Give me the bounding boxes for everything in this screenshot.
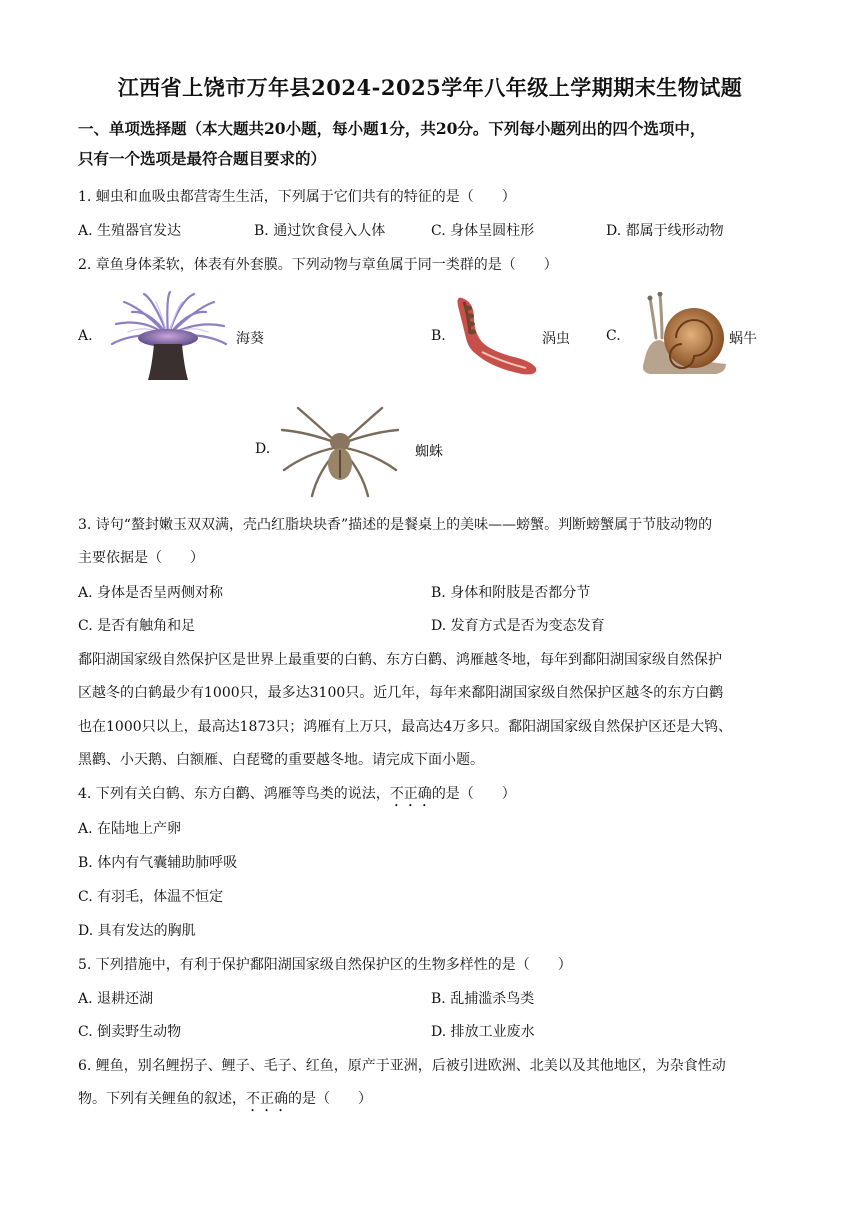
question-6-stem-line2 [78,1088,372,1115]
question-2-caption-c: 蜗牛 [729,331,757,347]
question-1-option-c: C. 身体呈圆柱形 [431,223,535,239]
section-heading-line1: 一、单项选择题（本大题共20小题，每小题1分，共20分。下列每小题列出的四个选项中， [78,119,706,138]
question-2-caption-b: 涡虫 [542,331,570,347]
question-2-option-a-letter: A. [78,328,93,344]
question-1-option-d: D. 都属于线形动物 [606,223,724,239]
question-2-stem: 2. 章鱼身体柔软，体表有外套膜。下列动物与章鱼属于同一类群的是（ ） [78,257,558,273]
question-4-stem-post: 的是（ ） [431,786,516,802]
exam-title: 江西省上饶市万年县2024-2025学年八年级上学期期末生物试题 [117,75,743,100]
question-6-stem-pre: 物。下列有关鲤鱼的叙述， [78,1091,246,1107]
question-4-stem-emphasis: 不正确 [389,786,432,802]
question-5-option-d: D. 排放工业废水 [431,1024,535,1040]
question-1-option-a: A. 生殖器官发达 [78,223,182,239]
question-2-option-c-letter: C. [606,328,621,344]
snail-icon [630,292,730,378]
question-5-option-b: B. 乱捕滥杀鸟类 [431,991,535,1007]
section-heading-line2: 只有一个选项是最符合题目要求的） [78,149,327,168]
question-2-caption-a: 海葵 [236,331,264,347]
question-5-stem: 5. 下列措施中，有利于保护鄱阳湖国家级自然保护区的生物多样性的是（ ） [78,957,572,973]
question-3-option-d: D. 发育方式是否为变态发育 [431,618,605,634]
question-3-stem-line1: 3. 诗句“螯封嫩玉双双满，壳凸红脂块块香”描述的是餐桌上的美味——螃蟹。判断螃蟹属于节肢动物的 [78,517,713,533]
question-4-stem-pre: 4. 下列有关白鹤、东方白鹳、鸿雁等鸟类的说法， [78,786,390,802]
question-3-stem-line2: 主要依据是（ ） [78,550,204,566]
question-4-option-a: A. 在陆地上产卵 [78,821,182,837]
question-6-stem-emphasis: 不正确 [246,1091,288,1107]
question-3-option-c: C. 是否有触角和足 [78,618,196,634]
question-4-option-d: D. 具有发达的胸肌 [78,923,196,939]
passage-line-2: 区越冬的白鹤最少有1000只，最多达3100只。近几年，每年来鄱阳湖国家级自然保护区越冬的东方白鹳 [78,685,724,701]
question-4-stem [78,783,516,810]
question-4-option-c: C. 有羽毛，体温不恒定 [78,889,224,905]
question-1-stem: 1. 蛔虫和血吸虫都营寄生生活，下列属于它们共有的特征的是（ ） [78,189,516,205]
sea-anemone-icon [104,288,232,384]
question-6-stem-line1: 6. 鲤鱼，别名鲤拐子、鲤子、毛子、红鱼，原产于亚洲，后被引进欧洲、北美以及其他地区，为杂食性动 [78,1058,726,1074]
question-5-option-a: A. 退耕还湖 [78,991,154,1007]
question-3-option-a: A. 身体是否呈两侧对称 [78,585,224,601]
planarian-icon [452,292,544,380]
passage-line-1: 鄱阳湖国家级自然保护区是世界上最重要的白鹤、东方白鹳、鸿雁越冬地，每年到鄱阳湖国家级自然保护 [78,652,722,668]
question-2-option-d-letter: D. [255,441,271,457]
question-4-option-b: B. 体内有气囊辅助肺呼吸 [78,855,238,871]
question-5-option-c: C. 倒卖野生动物 [78,1024,182,1040]
question-3-option-b: B. 身体和附肢是否都分节 [431,585,591,601]
question-6-stem-post: 的是（ ） [288,1091,372,1107]
question-1-option-b: B. 通过饮食侵入人体 [254,223,386,239]
passage-line-4: 黑鹳、小天鹅、白额雁、白琵鹭的重要越冬地。请完成下面小题。 [78,752,484,768]
spider-icon [278,400,402,498]
section-heading [78,114,790,174]
question-2-option-b-letter: B. [431,328,446,344]
question-2-caption-d: 蜘蛛 [415,444,443,460]
passage-line-3: 也在1000只以上，最高达1873只；鸿雁有上万只，最高达4万多只。鄱阳湖国家级自然保护区还是大鸨、 [78,719,733,735]
